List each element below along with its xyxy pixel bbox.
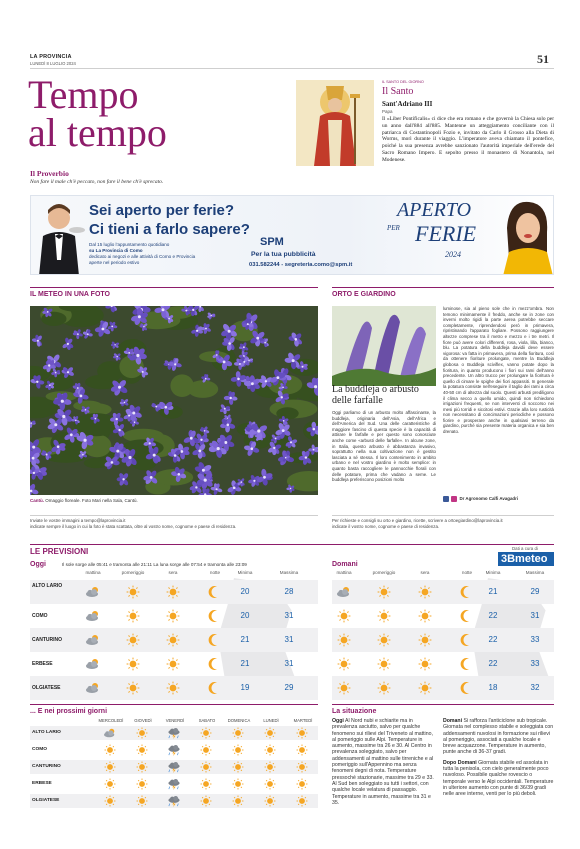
sun-icon — [164, 609, 182, 623]
next-weather-cell — [230, 778, 248, 792]
oggi-weather-cell — [164, 681, 182, 695]
situazione-heading: La situazione — [332, 708, 377, 715]
next-weather-cell — [262, 761, 280, 775]
next-weather-cell — [166, 778, 184, 792]
situazione-oggi-text: Al Nord nubi e schiarite ma in prevalenza asciutto, salvo per qualche fenomeno sui rilievi del Triveneto al mattino, al pomeriggio sulle Alpi. Temperature in aumento, massime tra 26 e 30. Al Centro in prevalenza soleggiato, salvo per addensamenti al mattino sulle tirreniche e al pomeriggio sull'Appennino ma senza fenomeni degni di nota. Temperature pressoché stazionarie, massime tra 29 e 33. Al Sud ben soleggiato su tutti i settori, con qualche locale velatura di passaggio. Temperature in aumento, massime tra 31 e 35. — [332, 718, 434, 806]
domani-weather-cell — [458, 633, 476, 647]
masthead-paper: LA PROVINCIA — [30, 54, 72, 60]
instagram-icon[interactable] — [451, 496, 457, 502]
next-weather-cell — [166, 795, 184, 809]
meteo-foto-note — [30, 518, 318, 529]
domani-weather-cell — [335, 657, 353, 671]
oggi-max-temp: 29 — [284, 683, 294, 692]
sun-icon — [124, 609, 142, 623]
forecast-city: ERBESE — [32, 661, 53, 667]
day-header: LUNEDÌ — [263, 718, 279, 723]
sun-icon — [134, 727, 150, 739]
domani-weather-cell — [458, 609, 476, 623]
sun-icon — [262, 727, 278, 739]
garden-note2: indicate il vostro nome, cognome e paese di residenza. — [332, 523, 440, 529]
sun-icon — [230, 795, 246, 807]
domani-weather-cell — [335, 681, 353, 695]
oggi-max-temp: 31 — [284, 635, 294, 644]
situazione-oggi-label: Oggi — [332, 718, 344, 724]
next-city: ERBESE — [32, 781, 52, 786]
next-city: OLGIATESE — [32, 798, 60, 803]
garden-note1[interactable]: Per richieste e consigli su orto e giardino, ricette, scrivere a ortoegiardino@laprovincia.it — [332, 518, 503, 523]
proverb-heading: Il Proverbio — [30, 169, 69, 178]
sun-icon — [198, 761, 214, 773]
sun-icon — [262, 761, 278, 773]
storm-icon — [166, 761, 182, 773]
moon-icon — [458, 657, 476, 671]
next-weather-cell — [294, 795, 312, 809]
ad-body-line2: su La Provincia di Como — [89, 248, 143, 253]
oggi-weather-cell — [164, 657, 182, 671]
spm-logo: SPM — [260, 236, 284, 248]
oggi-weather-cell — [124, 657, 142, 671]
situazione-rule — [332, 704, 554, 705]
ad-body-line4: aperte nel periodo estivo — [89, 260, 140, 265]
oggi-weather-cell — [124, 681, 142, 695]
oggi-weather-cell — [206, 657, 224, 671]
photo-caption — [30, 498, 138, 504]
oggi-weather-cell — [206, 681, 224, 695]
next-weather-cell — [294, 778, 312, 792]
ad-body-line3: dedicato ai negozi e alle attività di Como e Provincia — [89, 254, 196, 259]
domani-weather-cell — [335, 585, 353, 599]
domani-weather-cell — [416, 657, 434, 671]
meteo-foto-heading: IL METEO IN UNA FOTO — [30, 291, 110, 298]
oggi-weather-cell — [84, 633, 102, 647]
oggi-weather-cell — [124, 585, 142, 599]
oggi-min-temp: 20 — [240, 611, 250, 620]
sun-icon — [102, 761, 118, 773]
next-weather-cell — [198, 795, 216, 809]
oggi-weather-cell — [206, 585, 224, 599]
oggi-col-sera: sera — [168, 570, 178, 575]
sun-icon — [375, 609, 393, 623]
meteo-foto-note1[interactable]: Inviate le vostre immagini a tempo@laprovincia.it — [30, 518, 126, 523]
santo-heading: Il Santo — [382, 86, 414, 97]
next-weather-cell — [262, 795, 280, 809]
sun-icon — [102, 744, 118, 756]
domani-max-temp: 32 — [530, 683, 540, 692]
next-weather-cell — [198, 761, 216, 775]
3bmeteo-logo: 3Bmeteo — [498, 552, 554, 566]
garden-rule — [332, 287, 554, 288]
domani-min-temp: 18 — [488, 683, 498, 692]
forecast-city: ALTO LARIO — [32, 583, 63, 589]
forecast-row-band — [332, 628, 554, 652]
next-city: COMO — [32, 747, 47, 752]
sun-icon — [294, 727, 310, 739]
day-header: MARTEDÌ — [293, 718, 313, 723]
next-weather-cell — [198, 727, 216, 741]
sun-icon — [375, 633, 393, 647]
domani-weather-cell — [458, 585, 476, 599]
oggi-label: Oggi — [30, 561, 46, 568]
sun-icon — [102, 778, 118, 790]
oggi-weather-cell — [206, 609, 224, 623]
next-weather-cell — [166, 744, 184, 758]
moon-icon — [206, 585, 224, 599]
waiter-illustration — [33, 200, 85, 275]
sun-icon — [294, 761, 310, 773]
santo-illustration — [296, 80, 374, 166]
situazione-domani-label: Domani — [443, 718, 463, 724]
sun-icon — [230, 727, 246, 739]
domani-col-mattina: mattina — [336, 570, 352, 575]
ad-year: 2024 — [445, 250, 461, 259]
oggi-weather-cell — [84, 657, 102, 671]
domani-weather-cell — [375, 609, 393, 623]
ad-body-line1: Dal 15 luglio l'appuntamento quotidiano — [89, 242, 170, 247]
facebook-icon[interactable] — [443, 496, 449, 502]
sun-icon — [335, 681, 353, 695]
moon-icon — [206, 681, 224, 695]
title-line1: Tempo — [28, 72, 139, 117]
domani-minima: Minima — [485, 570, 501, 575]
situazione-domani — [443, 718, 554, 798]
title-line2: al tempo — [28, 110, 167, 155]
next-weather-cell — [102, 744, 120, 758]
sun-icon — [124, 657, 142, 671]
forecast-city: CANTURINO — [32, 637, 62, 643]
masthead-date: LUNEDÌ 8 LUGLIO 2024 — [30, 61, 76, 66]
sun-icon — [294, 778, 310, 790]
caption-place: Cantù. — [30, 498, 44, 503]
domani-max-temp: 29 — [530, 587, 540, 596]
santo-name: Sant'Adriano III — [382, 100, 433, 108]
sun-icon — [294, 744, 310, 756]
garden-author: Dr Agronomo Calfi Avagadri — [459, 496, 519, 502]
next-weather-cell — [294, 744, 312, 758]
page-number: 51 — [537, 52, 549, 66]
domani-weather-cell — [375, 681, 393, 695]
next-weather-cell — [102, 727, 120, 741]
day-header: SABATO — [198, 718, 216, 723]
oggi-min-temp: 21 — [240, 635, 250, 644]
next-weather-cell — [294, 761, 312, 775]
sun-icon — [198, 727, 214, 739]
sun-icon — [134, 761, 150, 773]
sun-icon — [416, 657, 434, 671]
next-weather-cell — [102, 778, 120, 792]
ad-pub-label: Per la tua pubblicità — [251, 251, 316, 258]
forecast-row-band — [332, 676, 554, 700]
domani-max-temp: 31 — [530, 611, 540, 620]
oggi-weather-cell — [84, 585, 102, 599]
sun-icon — [230, 744, 246, 756]
domani-max-temp: 33 — [530, 659, 540, 668]
sun-icon — [230, 761, 246, 773]
moon-icon — [458, 609, 476, 623]
moon-icon — [206, 609, 224, 623]
ad-per: PER — [387, 224, 400, 232]
santo-kicker: IL SANTO DEL GIORNO — [382, 80, 424, 84]
domani-max-temp: 33 — [530, 635, 540, 644]
next-weather-cell — [134, 778, 152, 792]
next-city: ALTO LARIO — [32, 730, 61, 735]
situazione-domani-text: Si rafforza l'anticiclone sub tropicale. Giornata nel complesso stabile e soleggiata con addensamenti nuvolosi in formazione sui rilievi al pomeriggio, associati a qualche locale e breve acquazzone. Temperature in aumento, punte anche di 36-37 gradi. — [443, 718, 554, 756]
sun-icon — [262, 744, 278, 756]
prossimi-heading: ... E nei prossimi giorni — [30, 708, 108, 715]
oggi-weather-cell — [124, 633, 142, 647]
domani-col-notte: notte — [461, 570, 473, 575]
ad-headline-2: Ci tieni a farlo sapere? — [89, 221, 250, 238]
sun-icon — [335, 657, 353, 671]
moon-icon — [458, 681, 476, 695]
oggi-max-temp: 28 — [284, 587, 294, 596]
oggi-weather-cell — [206, 633, 224, 647]
oggi-col-mattina: mattina — [85, 570, 101, 575]
cloud-icon — [84, 609, 102, 623]
sun-icon — [230, 778, 246, 790]
domani-weather-cell — [416, 585, 434, 599]
advertisement-banner[interactable] — [30, 195, 554, 275]
next-weather-cell — [262, 727, 280, 741]
sun-icon — [134, 795, 150, 807]
domani-weather-cell — [375, 633, 393, 647]
next-weather-cell — [198, 778, 216, 792]
next-weather-cell — [262, 778, 280, 792]
domani-col-pomeriggio: pomeriggio — [372, 570, 396, 575]
sun-icon — [124, 681, 142, 695]
next-weather-cell — [230, 795, 248, 809]
storm-icon — [166, 778, 182, 790]
meteo-foto-rule — [30, 287, 318, 288]
situazione-dopo-text: Giornata stabile ed assolata in tutta la penisola, con cielo generalmente poco nuvoloso. Possibile qualche rovescio o temporale verso le Alpi occidentali. Temperature in ulteriore aumento con punte di 36/39 gradi nelle aree interne, venti per lo più deboli. — [443, 759, 554, 798]
next-weather-cell — [134, 761, 152, 775]
oggi-min-temp: 20 — [240, 587, 250, 596]
domani-weather-cell — [458, 657, 476, 671]
woman-illustration — [499, 198, 554, 275]
next-weather-cell — [134, 744, 152, 758]
domani-min-temp: 22 — [488, 611, 498, 620]
garden-title: La buddleja o arbusto delle farfalle — [332, 384, 419, 406]
datacura-label: Dati a cura di — [512, 546, 538, 551]
cloud-icon — [84, 681, 102, 695]
next-weather-cell — [102, 761, 120, 775]
day-header: VENERDÌ — [165, 718, 185, 723]
sun-icon — [164, 633, 182, 647]
oggi-minima: Minima — [237, 570, 253, 575]
sun-icon — [335, 633, 353, 647]
meteo-foto-divider — [30, 515, 318, 516]
domani-weather-cell — [416, 609, 434, 623]
storm-icon — [166, 744, 182, 756]
oggi-min-temp: 21 — [240, 659, 250, 668]
situazione-dopo-label: Dopo Domani — [443, 759, 477, 766]
garden-divider — [332, 515, 554, 516]
masthead-divider — [30, 68, 554, 69]
domani-weather-cell — [335, 609, 353, 623]
sun-icon — [294, 795, 310, 807]
sun-icon — [262, 795, 278, 807]
sun-icon — [416, 681, 434, 695]
forecast-row-band — [332, 580, 554, 604]
garden-column-2: luminose, sia al pieno sole che in mezz'ombra. Non temono minimamente il freddo, anche se in zone con inverni molto rigidi la parte aerea potrebbe seccare completamente, riprendendosi però in primavera, ripristinando l'apparato fogliare. Possono raggiungere altezze comprese tra il metro e mezzo e i tre metri. Il fiore può avere colori differenti, rosa, viola, lilla, bianco, blu. La potatura della buddleja davidii deve essere vigorosa: va fatta in primavera, prima della fioritura, così da ottenere fioriture prolungate, mentre la Buddleja globosa o Buddleja sciviflex, vanno potate dopo la fioritura, in quanto producono i fiori sui rami dell'anno precedente. Un altro trucco per prolungare la fioritura è quello di cimare le spighe dei fiori appassiti. In generale la potatura consiste nell'eseguire il taglio dei rami a circa 40-50 cm di altezza dal suolo. Questi arbusti prediligono il clima secco a quello umido, quindi non richiedono irrigazioni frequenti, se non interventi di soccorso nei mesi più torridi e siccitosi estivi. Grazie alla loro rusticità non necessitano di concimazioni periodiche e possono fiorire e prosperare anche in qualsiasi terreno da giardino, purché sia presente materia organica e sia ben drenato. — [443, 306, 554, 435]
previsioni-rule — [30, 544, 554, 545]
sun-icon — [164, 657, 182, 671]
sun-icon — [416, 609, 434, 623]
oggi-min-temp: 19 — [240, 683, 250, 692]
cloud-icon — [335, 585, 353, 599]
previsioni-heading: LE PREVISIONI — [30, 547, 89, 556]
next-weather-cell — [102, 795, 120, 809]
domani-massima: Massima — [525, 570, 545, 575]
cloud-icon — [84, 657, 102, 671]
sun-icon — [164, 681, 182, 695]
sun-icon — [102, 795, 118, 807]
moon-icon — [206, 657, 224, 671]
sun-icon — [134, 778, 150, 790]
oggi-weather-cell — [84, 681, 102, 695]
santo-body: Il «Liber Pontificalis» ci dice che era romano e che governò la Chiesa solo per un anno dall'884 all'885. Mantenne un atteggiamento conciliante con il patriarca di Costantinopoli Fozio e, invitato da Carlo il Grosso alla Dieta di Worms, morì durante il viaggio. L'imperatore aveva chiamato il pontefice, poiché la sua presenza avrebbe sanzionato l'autorità imperiale dell'erede del Sacro Romano Impero. E sepolto presso il monastero di Nonantola, nel Modenese. — [382, 116, 554, 163]
garden-column-1: Oggi parliamo di un arbusto molto affascinante, la buddleja, originaria dell'Asia, dell'Africa e dell'America del Sud. Una delle caratteristiche di maggiore fascino di questa specie è la capacità di attirare le farfalle e per questo sono conosciute anche come «arbusti delle farfalle». In alcune zone, in Italia, questo arbusto è abbastanza invasivo, soprattutto nella sua coltivazione non è gestito lasciata a sé stessa. Il loro contenimento in ambito urbano e nel vostro giardino è molto semplice: in quanto basta raccogliere le pannocchie florali con delle potature, prima che vadano a seme. Le buddleja preferiscono posizioni molto — [332, 410, 436, 483]
moon-icon — [458, 585, 476, 599]
next-weather-cell — [294, 727, 312, 741]
garden-signature — [443, 496, 518, 502]
sun-icon — [134, 744, 150, 756]
next-city: CANTURINO — [32, 764, 61, 769]
sun-icon — [416, 633, 434, 647]
day-header: GIOVEDÌ — [134, 718, 152, 723]
ad-headline-1: Sei aperto per ferie? — [89, 202, 235, 219]
sun-icon — [124, 633, 142, 647]
next-weather-cell — [230, 727, 248, 741]
domani-col-sera: sera — [420, 570, 430, 575]
ad-body — [89, 242, 239, 266]
sun-icon — [198, 778, 214, 790]
cloud-icon — [84, 585, 102, 599]
domani-min-temp: 22 — [488, 635, 498, 644]
sun-icon — [375, 681, 393, 695]
sun-icon — [198, 795, 214, 807]
day-header: DOMENICA — [227, 718, 251, 723]
garden-note — [332, 518, 554, 529]
next-weather-cell — [166, 727, 184, 741]
domani-label: Domani — [332, 561, 358, 568]
oggi-max-temp: 31 — [284, 659, 294, 668]
domani-min-temp: 22 — [488, 659, 498, 668]
domani-min-temp: 21 — [488, 587, 498, 596]
prossimi-rule — [30, 704, 318, 705]
storm-icon — [166, 727, 182, 739]
moon-icon — [458, 633, 476, 647]
oggi-weather-cell — [124, 609, 142, 623]
ad-aperto: APERTO — [396, 199, 472, 221]
sun-icon — [262, 778, 278, 790]
next-weather-cell — [198, 744, 216, 758]
meteo-foto-note2: indicate sempre il luogo in cui la foto è stata scattata, oltre al vostro nome, cognome e paese di residenza. — [30, 523, 237, 529]
ad-contact[interactable]: 031.582244 - segreteria.como@spm.it — [249, 262, 353, 268]
sun-icon — [164, 585, 182, 599]
sun-icon — [124, 585, 142, 599]
oggi-massima: Massima — [279, 570, 299, 575]
domani-weather-cell — [458, 681, 476, 695]
oggi-weather-cell — [164, 633, 182, 647]
domani-weather-cell — [375, 657, 393, 671]
next-weather-cell — [134, 795, 152, 809]
domani-weather-cell — [416, 633, 434, 647]
buddleja-photo — [332, 306, 436, 386]
next-weather-cell — [262, 744, 280, 758]
oggi-col-pomeriggio: pomeriggio — [121, 570, 145, 575]
domani-weather-cell — [416, 681, 434, 695]
flower-photo — [30, 306, 318, 495]
sun-icon — [375, 585, 393, 599]
next-weather-cell — [230, 744, 248, 758]
caption-text: Omaggio floreale. Foto Mari nella Sala, Cantù. — [45, 498, 138, 503]
storm-icon — [166, 795, 182, 807]
cloud-icon — [84, 633, 102, 647]
oggi-weather-cell — [164, 585, 182, 599]
santo-subtitle: Papa — [382, 109, 393, 114]
forecast-city: COMO — [32, 613, 48, 619]
day-header: MERCOLEDÌ — [98, 718, 124, 723]
sun-icon — [375, 657, 393, 671]
next-weather-cell — [134, 727, 152, 741]
oggi-col-notte: notte — [209, 570, 221, 575]
page-title — [28, 72, 248, 155]
next-weather-cell — [166, 761, 184, 775]
forecast-city: OLGIATESE — [32, 685, 61, 691]
situazione-oggi — [332, 718, 437, 806]
oggi-max-temp: 31 — [284, 611, 294, 620]
sun-moon-line: Il sole sorge alle 05:41 e tramonta alle 21:11 La luna sorge alle 07:54 e tramonta alle 23:09 — [62, 562, 247, 567]
oggi-weather-cell — [84, 609, 102, 623]
oggi-weather-cell — [164, 609, 182, 623]
domani-weather-cell — [335, 633, 353, 647]
garden-heading: ORTO E GIARDINO — [332, 291, 396, 298]
proverb-text: Non fare il male ch'è peccato, non fare il bene ch'è sprecato. — [30, 179, 164, 185]
sun-icon — [198, 744, 214, 756]
domani-weather-cell — [375, 585, 393, 599]
moon-icon — [206, 633, 224, 647]
sun-icon — [416, 585, 434, 599]
cloud-icon — [102, 727, 118, 739]
ad-ferie: FERIE — [415, 221, 477, 246]
next-weather-cell — [230, 761, 248, 775]
sun-icon — [335, 609, 353, 623]
